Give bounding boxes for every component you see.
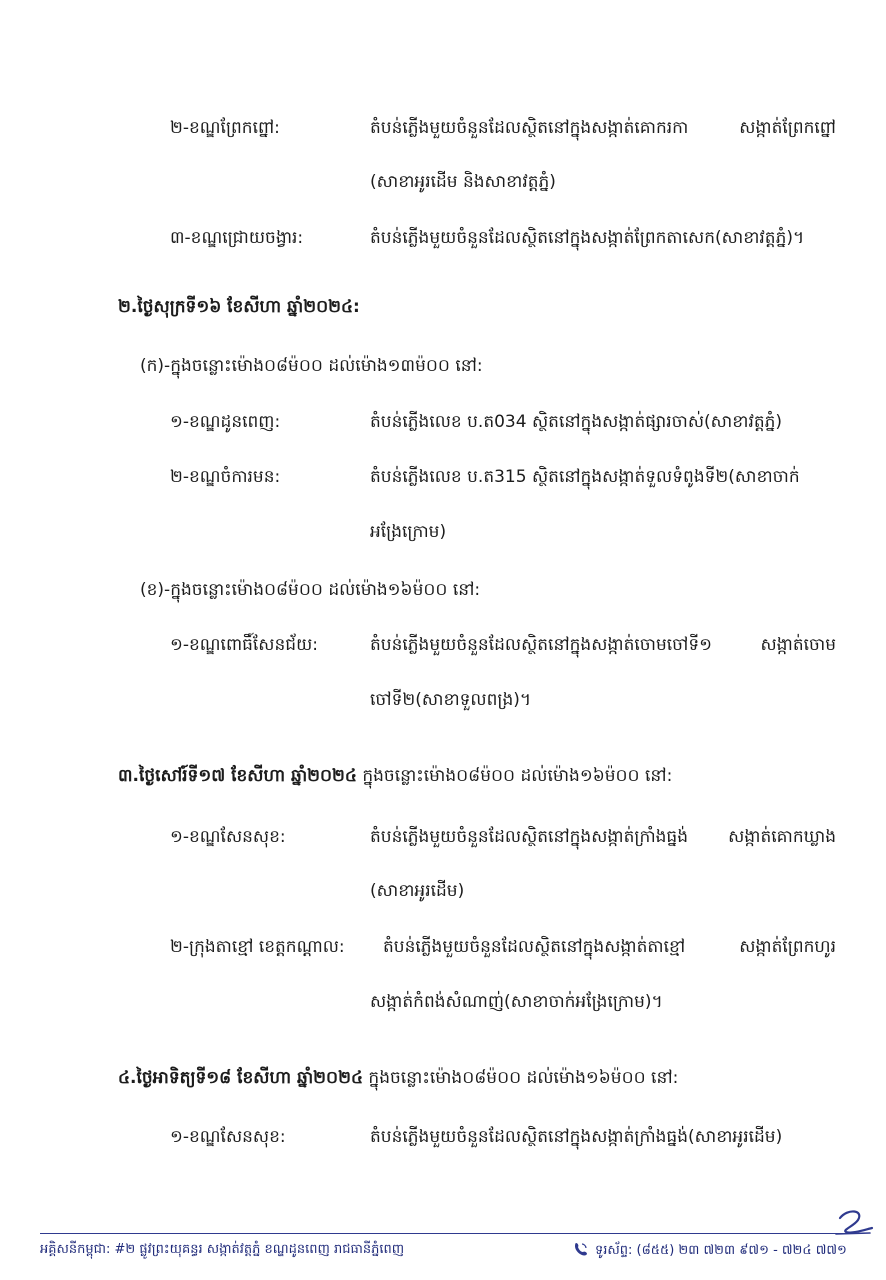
time-range-heading: (ខ)-ក្នុងចន្លោះម៉ោង០៨ម៉០០ ដល់ម៉ោង១៦ម៉០០ នៅ:: [140, 580, 481, 600]
day-heading: [118, 764, 672, 788]
item-description-line: (សាខាអូរដើម និងសាខាវត្តភ្នំ): [370, 172, 556, 192]
desc-part: តំបន់ភ្លើងមួយចំនួនដែលស្ថិតនៅក្នុងសង្កាត់គោករកា: [370, 118, 689, 138]
time-range-heading: (ក)-ក្នុងចន្លោះម៉ោង០៨ម៉០០ ដល់ម៉ោង១៣ម៉០០ នៅ:: [140, 356, 483, 376]
item-description-line: [370, 633, 836, 657]
day-heading-date: ៤.ថ្ងៃអាទិត្យទី១៨ ខែសីហា ឆ្នាំ២០២៤: [118, 1068, 363, 1088]
desc-part: តំបន់ភ្លើងមួយចំនួនដែលស្ថិតនៅក្នុងសង្កាត់តាខ្មៅ: [383, 937, 686, 957]
item-label: ៣-ខណ្ឌជ្រោយចង្វារ:: [170, 228, 304, 248]
footer-phone-text: ទូរស័ព្ទ: (៨៥៥) ២៣ ៧២៣ ៩៧១ - ៧២៤ ៧៧១: [595, 1243, 847, 1258]
item-description-line: តំបន់ភ្លើងលេខ ប.ត034 ស្ថិតនៅក្នុងសង្កាត់ផ្សារចាស់(សាខាវត្តភ្នំ): [370, 412, 783, 432]
item-description-line: [370, 825, 836, 849]
day-heading: [118, 1066, 678, 1090]
desc-part: សង្កាត់ចោម: [760, 635, 836, 655]
day-heading-time: ក្នុងចន្លោះម៉ោង០៨ម៉០០ ដល់ម៉ោង១៦ម៉០០ នៅ:: [356, 766, 673, 786]
day-heading-time: ក្នុងចន្លោះម៉ោង០៨ម៉០០ ដល់ម៉ោង១៦ម៉០០ នៅ:: [363, 1068, 679, 1088]
item-label: ២-ខណ្ឌចំការមន:: [170, 467, 281, 487]
item-description-line: [383, 935, 836, 959]
desc-part: សង្កាត់គោកឃ្លាង: [728, 827, 836, 847]
item-label: ១-ខណ្ឌសែនសុខ:: [170, 827, 286, 847]
footer-address: អគ្គិសនីកម្ពុជា: #២ ផ្លូវព្រះយុគន្ធរ សង្កាត់វត្តភ្នំ ខណ្ឌដូនពេញ រាជធានីភ្នំពេញ: [40, 1242, 405, 1257]
day-heading-date: ៣.ថ្ងៃសៅរ៍ទី១៧ ខែសីហា ឆ្នាំ២០២៤: [118, 766, 357, 786]
item-label: ២-ក្រុងតាខ្មៅ ខេត្តកណ្ដាល:: [170, 937, 345, 957]
item-label: ១-ខណ្ឌពោធិ៍សែនជ័យ:: [170, 635, 318, 655]
item-description-line: អង្រែក្រោម): [370, 522, 447, 542]
desc-part: សង្កាត់ព្រែកព្នៅ: [739, 118, 836, 138]
item-description-line: តំបន់ភ្លើងមួយចំនួនដែលស្ថិតនៅក្នុងសង្កាត់ព្រែកតាសេក(សាខាវត្តភ្នំ)។: [370, 228, 805, 248]
desc-part: តំបន់ភ្លើងមួយចំនួនដែលស្ថិតនៅក្នុងសង្កាត់ចោមចៅទី១: [370, 635, 712, 655]
item-label: ១-ខណ្ឌដូនពេញ:: [170, 412, 281, 432]
item-label: ២-ខណ្ឌព្រែកព្នៅ:: [170, 118, 280, 138]
item-description-line: សង្កាត់កំពង់សំណាញ់(សាខាចាក់អង្រែក្រោម)។: [370, 992, 663, 1012]
item-label: ១-ខណ្ឌសែនសុខ:: [170, 1127, 286, 1147]
signature-initials: [834, 1208, 874, 1236]
footer-divider: [40, 1233, 845, 1234]
phone-icon: [573, 1241, 589, 1257]
item-description-line: ចៅទី២(សាខាទួលពង្រ)។: [370, 690, 532, 710]
item-description-line: (សាខាអូរដើម): [370, 881, 465, 901]
item-description-line: តំបន់ភ្លើងមួយចំនួនដែលស្ថិតនៅក្នុងសង្កាត់ក្រាំងធ្នង់(សាខាអូរដើម): [370, 1127, 783, 1147]
desc-part: សង្កាត់ព្រែកហូរ: [739, 937, 836, 957]
desc-part: តំបន់ភ្លើងមួយចំនួនដែលស្ថិតនៅក្នុងសង្កាត់ក្រាំងធ្នង់: [370, 827, 689, 847]
item-description-line: តំបន់ភ្លើងលេខ ប.ត315 ស្ថិតនៅក្នុងសង្កាត់ទួលទំពូងទី២(សាខាចាក់: [370, 467, 800, 487]
day-heading: ២.ថ្ងៃសុក្រទី១៦ ខែសីហា ឆ្នាំ២០២៤:: [118, 297, 360, 317]
footer-phone: [573, 1241, 847, 1261]
item-description-line: [370, 116, 836, 140]
